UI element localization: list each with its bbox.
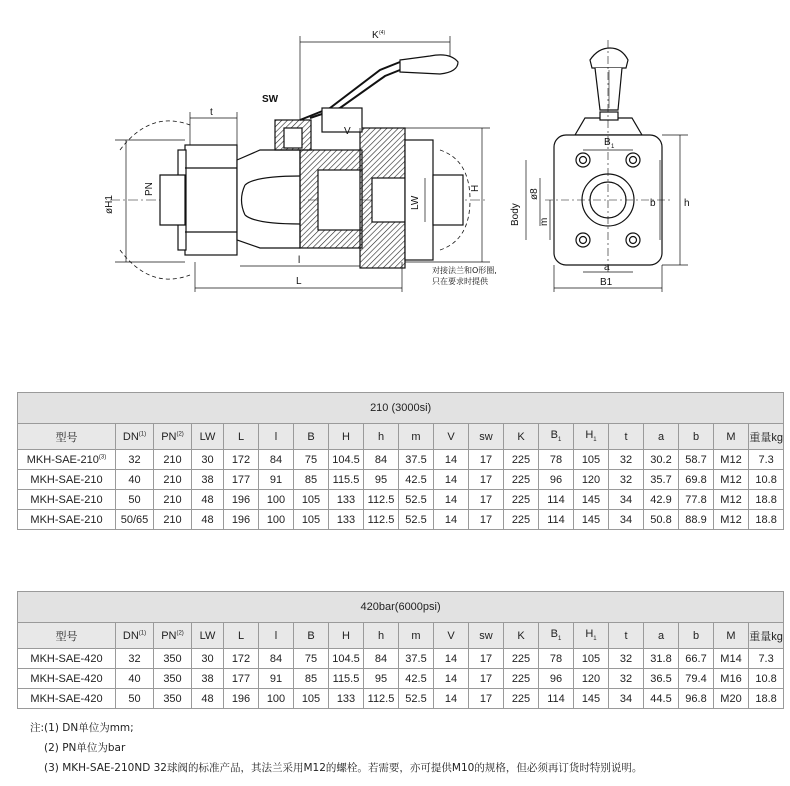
table-cell: 50/65: [116, 510, 154, 530]
table-cell: 104.5: [329, 450, 364, 470]
table-cell: 14: [434, 490, 469, 510]
table-cell: M14: [714, 649, 749, 669]
front-B1-label: B1: [600, 277, 613, 288]
front-d8-label: ø8: [529, 188, 540, 200]
table-cell: 112.5: [364, 510, 399, 530]
table-cell: 38: [192, 669, 224, 689]
table-cell: 145: [574, 689, 609, 709]
table-cell: 85: [294, 470, 329, 490]
dim-lw-label: LW: [410, 195, 421, 210]
header-h-small: h: [364, 623, 399, 649]
dim-sw-label: SW: [262, 94, 279, 105]
footnote-1: 注:(1) DN单位为mm;: [30, 722, 134, 734]
table-cell: 14: [434, 689, 469, 709]
table-cell: 105: [294, 510, 329, 530]
table-cell: 38: [192, 470, 224, 490]
table-header-row: [18, 623, 784, 649]
header-bolt: M: [714, 623, 749, 649]
header-pn: PN$^{(2)}$: [154, 623, 192, 649]
header-lw: LW: [192, 623, 224, 649]
table-cell: 17: [469, 669, 504, 689]
table-cell: 91: [259, 470, 294, 490]
table-cell: 18.8: [749, 689, 784, 709]
table-cell: 350: [154, 689, 192, 709]
cell-model: MKH-SAE-210: [18, 490, 116, 510]
table-cell: 225: [504, 490, 539, 510]
table-cell: 177: [224, 669, 259, 689]
header-sw: sw: [469, 424, 504, 450]
front-body-label: Body: [510, 203, 521, 226]
table-cell: 30: [192, 649, 224, 669]
table-cell: 84: [259, 649, 294, 669]
header-b: B: [294, 623, 329, 649]
header-l: l: [259, 623, 294, 649]
header-k: K: [504, 623, 539, 649]
table-cell: 14: [434, 510, 469, 530]
table-cell: 32: [609, 669, 644, 689]
header-a: a: [644, 623, 679, 649]
table-cell: 96.8: [679, 689, 714, 709]
table-cell: 17: [469, 470, 504, 490]
table-cell: 14: [434, 470, 469, 490]
table-cell: 17: [469, 510, 504, 530]
table-cell: 88.9: [679, 510, 714, 530]
table-cell: 42.5: [399, 470, 434, 490]
table-caption: 210 (3000si): [18, 393, 784, 424]
table-cell: 105: [574, 649, 609, 669]
table-cell: 145: [574, 510, 609, 530]
table-cell: 350: [154, 649, 192, 669]
dim-t-label: t: [210, 107, 213, 118]
table-cell: 225: [504, 669, 539, 689]
table-cell: M12: [714, 510, 749, 530]
table-cell: 48: [192, 490, 224, 510]
table-cell: 31.8: [644, 649, 679, 669]
header-v: V: [434, 623, 469, 649]
header-h-small: h: [364, 424, 399, 450]
table-cell: 196: [224, 510, 259, 530]
table-cell: 30.2: [644, 450, 679, 470]
table-cell: 210: [154, 450, 192, 470]
header-weight: 重量kg: [749, 424, 784, 450]
table-cell: 52.5: [399, 689, 434, 709]
front-m-label: m: [539, 217, 550, 226]
table-row: [18, 510, 784, 530]
header-l: l: [259, 424, 294, 450]
table-cell: 105: [574, 450, 609, 470]
header-m: m: [399, 424, 434, 450]
table-cell: 18.8: [749, 510, 784, 530]
header-dn: DN$^{(1)}$: [116, 623, 154, 649]
table-cell: 115.5: [329, 669, 364, 689]
table-cell: 30: [192, 450, 224, 470]
cell-model: MKH-SAE-420: [18, 689, 116, 709]
valve-front-view: [545, 40, 672, 275]
table-cell: 96: [539, 669, 574, 689]
table-cell: 84: [364, 450, 399, 470]
table-cell: 177: [224, 470, 259, 490]
header-L: L: [224, 623, 259, 649]
table-cell: 91: [259, 669, 294, 689]
table-cell: 225: [504, 450, 539, 470]
table-cell: 105: [294, 689, 329, 709]
table-cell: 14: [434, 649, 469, 669]
table-cell: M12: [714, 450, 749, 470]
table-cell: 34: [609, 490, 644, 510]
table-cell: 50: [116, 490, 154, 510]
table-cell: 133: [329, 510, 364, 530]
table-cell: 32: [609, 649, 644, 669]
table-cell: 32: [609, 470, 644, 490]
table-cell: 42.5: [399, 669, 434, 689]
table-cell: 100: [259, 689, 294, 709]
header-k: K: [504, 424, 539, 450]
table-cell: 350: [154, 669, 192, 689]
table-cell: 17: [469, 450, 504, 470]
table-cell: 225: [504, 470, 539, 490]
table-cell: 32: [116, 450, 154, 470]
header-bolt: M: [714, 424, 749, 450]
header-v: V: [434, 424, 469, 450]
footnote-2: (2) PN单位为bar: [44, 742, 126, 754]
table-cell: 69.8: [679, 470, 714, 490]
table-cell: 77.8: [679, 490, 714, 510]
front-b-label: b: [650, 198, 656, 209]
table-cell: 48: [192, 689, 224, 709]
table-cell: 37.5: [399, 450, 434, 470]
table-cell: 95: [364, 669, 399, 689]
header-lw: LW: [192, 424, 224, 450]
table-cell: 75: [294, 649, 329, 669]
table-row: [18, 689, 784, 709]
table-cell: 34: [609, 510, 644, 530]
cell-model: MKH-SAE-420: [18, 649, 116, 669]
table-cell: 78: [539, 649, 574, 669]
header-pn: PN$^{(2)}$: [154, 424, 192, 450]
table-cell: 17: [469, 649, 504, 669]
table-cell: 133: [329, 490, 364, 510]
table-cell: 196: [224, 689, 259, 709]
table-cell: 172: [224, 450, 259, 470]
front-a-label: a: [604, 262, 610, 273]
table-cell: 75: [294, 450, 329, 470]
table-header-row: [18, 424, 784, 450]
table-cell: 40: [116, 470, 154, 490]
table-cell: 10.8: [749, 470, 784, 490]
dim-v-label: V: [344, 126, 351, 137]
table-cell: 66.7: [679, 649, 714, 669]
table-cell: 36.5: [644, 669, 679, 689]
dim-h1-label: øH1: [104, 195, 115, 214]
dim-h-label: H: [470, 184, 481, 192]
header-h1: $H_1$: [574, 424, 609, 450]
table-cell: 104.5: [329, 649, 364, 669]
table-cell: 145: [574, 490, 609, 510]
table-cell: 78: [539, 450, 574, 470]
header-model: 型号: [18, 424, 116, 450]
front-b1-top-sub: 1: [611, 144, 615, 150]
table-cell: 105: [294, 490, 329, 510]
header-h: H: [329, 424, 364, 450]
table-cell: 10.8: [749, 669, 784, 689]
spec-table-210: [17, 392, 784, 530]
table-cell: 14: [434, 669, 469, 689]
note-flange-line2: 只在要求时提供: [432, 277, 488, 286]
table-cell: 100: [259, 510, 294, 530]
cell-model: MKH-SAE-210: [18, 510, 116, 530]
valve-technical-drawing: [0, 0, 790, 300]
header-model: 型号: [18, 623, 116, 649]
dim-k-label: K: [372, 30, 379, 41]
table-cell: 35.7: [644, 470, 679, 490]
table-cell: 210: [154, 490, 192, 510]
table-cell: 100: [259, 490, 294, 510]
table-cell: 172: [224, 649, 259, 669]
table-cell: 120: [574, 470, 609, 490]
table-cell: 196: [224, 490, 259, 510]
table-cell: 210: [154, 510, 192, 530]
table-cell: 115.5: [329, 470, 364, 490]
table-cell: 114: [539, 689, 574, 709]
dim-L-label: L: [296, 276, 302, 287]
table-row: [18, 669, 784, 689]
header-a: a: [644, 424, 679, 450]
table-cell: 14: [434, 450, 469, 470]
table-row: [18, 649, 784, 669]
table-cell: 210: [154, 470, 192, 490]
table-cell: 225: [504, 649, 539, 669]
note-flange-line1: 对接法兰和O形圈,: [432, 266, 497, 275]
table-cell: 52.5: [399, 490, 434, 510]
table-cell: 18.8: [749, 490, 784, 510]
table-cell: M12: [714, 490, 749, 510]
header-dn: DN$^{(1)}$: [116, 424, 154, 450]
header-L: L: [224, 424, 259, 450]
table-cell: 133: [329, 689, 364, 709]
table-cell: 42.9: [644, 490, 679, 510]
header-t: t: [609, 424, 644, 450]
table-cell: 96: [539, 470, 574, 490]
table-cell: 34: [609, 689, 644, 709]
table-cell: 40: [116, 669, 154, 689]
front-h-label: h: [684, 198, 690, 209]
table-cell: 50: [116, 689, 154, 709]
header-sw: sw: [469, 623, 504, 649]
table-cell: 50.8: [644, 510, 679, 530]
table-cell: 95: [364, 470, 399, 490]
table-caption: 420bar(6000psi): [18, 592, 784, 623]
table-cell: 58.7: [679, 450, 714, 470]
header-t: t: [609, 623, 644, 649]
header-b: B: [294, 424, 329, 450]
spec-table-420: [17, 591, 784, 709]
table-cell: 114: [539, 510, 574, 530]
header-h: H: [329, 623, 364, 649]
table-cell: 84: [259, 450, 294, 470]
table-row: [18, 450, 784, 470]
front-b1-top-label: B: [604, 137, 611, 148]
table-row: [18, 490, 784, 510]
table-cell: 112.5: [364, 689, 399, 709]
table-cell: 7.3: [749, 450, 784, 470]
valve-side-view: [110, 55, 485, 279]
table-cell: 52.5: [399, 510, 434, 530]
table-cell: 84: [364, 649, 399, 669]
table-cell: 32: [609, 450, 644, 470]
cell-model: MKH-SAE-210: [18, 470, 116, 490]
table-cell: M16: [714, 669, 749, 689]
table-cell: 44.5: [644, 689, 679, 709]
table-row: [18, 470, 784, 490]
cell-model: MKH-SAE-420: [18, 669, 116, 689]
table-cell: 79.4: [679, 669, 714, 689]
table-cell: 17: [469, 689, 504, 709]
table-cell: 17: [469, 490, 504, 510]
table-cell: 85: [294, 669, 329, 689]
footnotes: [30, 718, 642, 778]
header-b-small: b: [679, 424, 714, 450]
table-cell: 7.3: [749, 649, 784, 669]
dim-pn-label: PN: [144, 182, 155, 196]
header-b1: $B_1$: [539, 623, 574, 649]
table-cell: 32: [116, 649, 154, 669]
table-cell: 114: [539, 490, 574, 510]
dim-k-sup: (4): [379, 30, 386, 36]
table-cell: 225: [504, 510, 539, 530]
table-cell: M20: [714, 689, 749, 709]
cell-model: MKH-SAE-210$^{(3)}$: [18, 450, 116, 470]
footnote-3: (3) MKH-SAE-210ND 32球阀的标准产品，其法兰采用M12的螺栓。若需要，亦可提供M10的规格，但必须再订货时特别说明。: [44, 762, 643, 774]
header-h1: $H_1$: [574, 623, 609, 649]
header-m: m: [399, 623, 434, 649]
dim-l-small-label: l: [298, 255, 301, 266]
table-cell: 120: [574, 669, 609, 689]
header-weight: 重量kg: [749, 623, 784, 649]
table-cell: 112.5: [364, 490, 399, 510]
table-cell: 225: [504, 689, 539, 709]
header-b1: $B_1$: [539, 424, 574, 450]
table-cell: M12: [714, 470, 749, 490]
table-cell: 48: [192, 510, 224, 530]
header-b-small: b: [679, 623, 714, 649]
table-cell: 37.5: [399, 649, 434, 669]
